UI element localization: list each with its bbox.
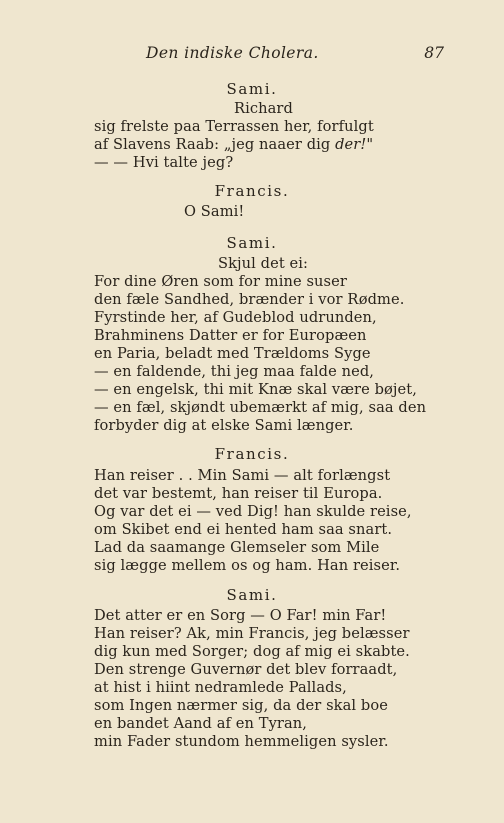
verse-line: [94, 136, 373, 153]
speaker-name: Francis.: [214, 182, 290, 200]
verse-line: — en engelsk, thi mit Knæ skal være bøjet,: [94, 381, 417, 398]
verse-line: O Sami!: [184, 203, 245, 220]
verse-line: at hist i hiint nedramlede Pallads,: [94, 679, 347, 696]
verse-line: en Paria, beladt med Trældoms Syge: [94, 345, 371, 362]
verse-line: — en fæl, skjøndt ubemærkt af mig, saa den: [94, 399, 427, 416]
verse-line: Fyrstinde her, af Gudeblod udrunden,: [94, 309, 377, 326]
verse-line: — en faldende, thi jeg maa falde ned,: [94, 363, 375, 380]
verse-line: — — Hvi talte jeg?: [94, 154, 234, 171]
verse-line: sig frelste paa Terrassen her, forfulgt: [94, 118, 374, 135]
verse-line: For dine Øren som for mine suser: [94, 273, 347, 290]
running-title: Den indiske Cholera.: [146, 44, 319, 62]
verse-line: om Skibet end ei hented ham saa snart.: [94, 521, 393, 538]
verse-line: Og var det ei — ved Dig! han skulde reise,: [94, 503, 412, 520]
verse-line: den fæle Sandhed, brænder i vor Rødme.: [94, 291, 405, 308]
verse-line: Richard: [234, 100, 293, 117]
verse-line: forbyder dig at elske Sami længer.: [94, 417, 354, 434]
verse-line: Brahminens Datter er for Europæen: [94, 327, 367, 344]
verse-text: af Slavens Raab: „jeg naaer dig: [94, 136, 336, 153]
speaker-name: Francis.: [214, 445, 290, 463]
verse-line: Han reiser? Ak, min Francis, jeg belæsser: [94, 625, 410, 642]
page-number: 87: [424, 44, 444, 62]
page-header: [0, 44, 504, 66]
verse-line: en bandet Aand af en Tyran,: [94, 715, 308, 732]
verse-line: min Fader stundom hemmeligen sysler.: [94, 733, 389, 750]
italic-word: der!": [335, 136, 374, 153]
verse-line: Skjul det ei:: [218, 255, 309, 272]
verse-line: det var bestemt, han reiser til Europa.: [94, 485, 383, 502]
speaker-name: Sami.: [226, 80, 278, 98]
speaker-name: Sami.: [226, 234, 278, 252]
verse-line: Han reiser . . Min Sami — alt forlængst: [94, 467, 391, 484]
verse-line: som Ingen nærmer sig, da der skal boe: [94, 697, 388, 714]
verse-line: Den strenge Guvernør det blev forraadt,: [94, 661, 398, 678]
verse-line: sig lægge mellem os og ham. Han reiser.: [94, 557, 401, 574]
verse-line: Lad da saamange Glemseler som Mile: [94, 539, 380, 556]
verse-line: dig kun med Sorger; dog af mig ei skabte.: [94, 643, 410, 660]
verse-line: Det atter er en Sorg — O Far! min Far!: [94, 607, 387, 624]
speaker-name: Sami.: [226, 586, 278, 604]
